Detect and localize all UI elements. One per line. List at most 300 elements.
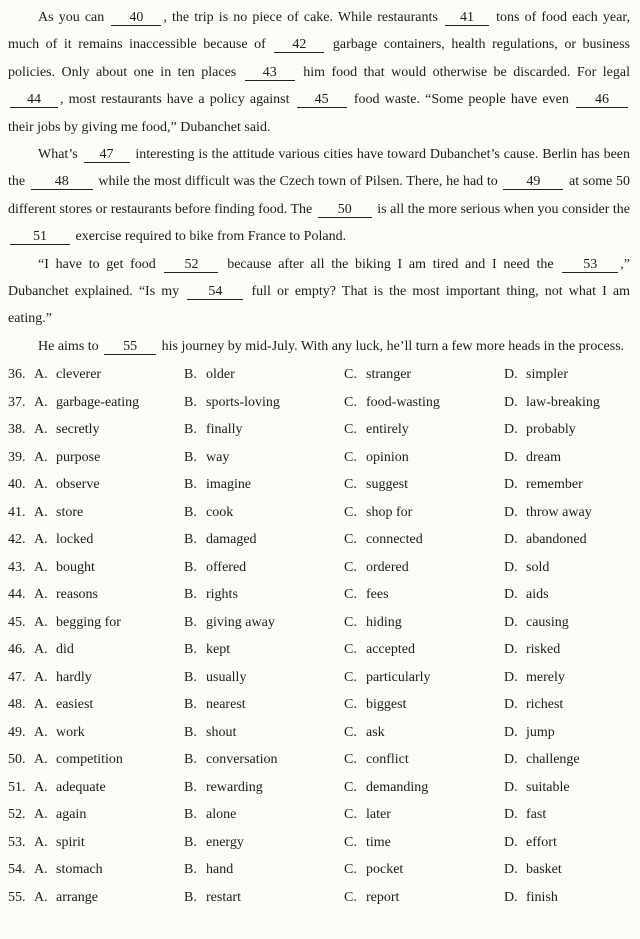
blank-50[interactable]: 50 bbox=[318, 202, 372, 218]
answer-choice[interactable] bbox=[504, 807, 624, 823]
blank-42[interactable]: 42 bbox=[274, 37, 324, 53]
passage-text: full or empty? That is the most important thing, not what I am eating.” bbox=[8, 284, 630, 327]
choice-letter: D. bbox=[504, 449, 518, 465]
choice-letter: C. bbox=[344, 642, 357, 658]
passage-text: garbage containers, health regulations, or business policies. Only about one in ten places bbox=[8, 37, 630, 80]
answer-choice[interactable] bbox=[184, 807, 344, 823]
choice-letter: C. bbox=[344, 724, 357, 740]
choice-letter: B. bbox=[184, 779, 197, 795]
choice-letter: C. bbox=[344, 559, 357, 575]
choice-letter: A. bbox=[34, 587, 48, 603]
choice-word: hardly bbox=[56, 669, 92, 685]
answer-choice[interactable] bbox=[34, 642, 184, 658]
choice-letter: B. bbox=[184, 367, 197, 383]
question-number: 55. bbox=[8, 889, 26, 905]
answer-choice[interactable] bbox=[344, 835, 504, 851]
choice-letter: D. bbox=[504, 367, 518, 383]
answer-choice[interactable] bbox=[504, 725, 624, 741]
choice-letter: D. bbox=[504, 532, 518, 548]
answer-choice[interactable] bbox=[504, 615, 624, 631]
choice-letter: D. bbox=[504, 614, 518, 630]
answer-choice[interactable] bbox=[184, 422, 344, 438]
answer-choice[interactable] bbox=[344, 780, 504, 796]
choice-letter: C. bbox=[344, 862, 357, 878]
answer-choice[interactable] bbox=[344, 367, 504, 383]
answer-choice[interactable] bbox=[184, 862, 344, 878]
question-number: 50. bbox=[8, 752, 26, 768]
choice-letter: C. bbox=[344, 669, 357, 685]
passage-paragraph bbox=[8, 141, 630, 251]
choice-letter: B. bbox=[184, 559, 197, 575]
answer-choice[interactable] bbox=[344, 615, 504, 631]
choice-letter: A. bbox=[34, 862, 48, 878]
choice-word: sports-loving bbox=[206, 394, 280, 410]
question-number: 51. bbox=[8, 779, 26, 795]
choice-word: spirit bbox=[56, 834, 85, 850]
choice-word: competition bbox=[56, 752, 123, 768]
choice-letter: A. bbox=[34, 724, 48, 740]
choice-word: suggest bbox=[366, 477, 408, 493]
question-row bbox=[8, 664, 630, 692]
question-row bbox=[8, 691, 630, 719]
answer-choice[interactable] bbox=[184, 367, 344, 383]
choice-letter: B. bbox=[184, 862, 197, 878]
answer-choice[interactable] bbox=[344, 670, 504, 686]
choice-word: fast bbox=[526, 807, 547, 823]
choice-word: kept bbox=[206, 642, 231, 658]
choice-letter: C. bbox=[344, 504, 357, 520]
choice-word: pocket bbox=[366, 862, 404, 878]
choice-word: fees bbox=[366, 587, 389, 603]
answer-choice[interactable] bbox=[34, 807, 184, 823]
choice-letter: A. bbox=[34, 779, 48, 795]
choice-word: suitable bbox=[526, 779, 570, 795]
choice-letter: A. bbox=[34, 367, 48, 383]
choice-word: finally bbox=[206, 422, 243, 438]
choice-letter: C. bbox=[344, 752, 357, 768]
blank-46[interactable]: 46 bbox=[576, 92, 628, 108]
choice-letter: B. bbox=[184, 669, 197, 685]
choice-word: accepted bbox=[366, 642, 415, 658]
question-row bbox=[8, 444, 630, 472]
answer-choice[interactable] bbox=[34, 505, 184, 521]
answer-choice[interactable] bbox=[34, 477, 184, 493]
choice-letter: A. bbox=[34, 449, 48, 465]
blank-55[interactable]: 55 bbox=[104, 339, 156, 355]
question-number: 45. bbox=[8, 614, 26, 630]
answer-choice[interactable] bbox=[504, 835, 624, 851]
answer-choice[interactable] bbox=[184, 890, 344, 906]
choice-word: basket bbox=[526, 862, 562, 878]
choice-letter: C. bbox=[344, 779, 357, 795]
choice-word: entirely bbox=[366, 422, 409, 438]
choice-word: aids bbox=[526, 587, 549, 603]
choice-word: adequate bbox=[56, 779, 106, 795]
choice-word: conversation bbox=[206, 752, 278, 768]
question-number: 41. bbox=[8, 504, 26, 520]
question-number: 53. bbox=[8, 834, 26, 850]
choice-letter: C. bbox=[344, 367, 357, 383]
choice-letter: D. bbox=[504, 642, 518, 658]
answer-choice[interactable] bbox=[34, 395, 184, 411]
answer-choice[interactable] bbox=[344, 422, 504, 438]
choice-word: energy bbox=[206, 834, 244, 850]
choice-word: bought bbox=[56, 559, 95, 575]
question-row bbox=[8, 471, 630, 499]
answer-choice[interactable] bbox=[344, 752, 504, 768]
question-row bbox=[8, 636, 630, 664]
choice-letter: C. bbox=[344, 449, 357, 465]
choice-word: offered bbox=[206, 559, 247, 575]
answer-choice[interactable] bbox=[184, 697, 344, 713]
choice-word: demanding bbox=[366, 779, 429, 795]
choice-word: garbage-eating bbox=[56, 394, 140, 410]
question-row bbox=[8, 719, 630, 747]
question-number: 54. bbox=[8, 862, 26, 878]
passage-text: food waste. “Some people have even bbox=[348, 92, 574, 108]
answer-choice[interactable] bbox=[504, 422, 624, 438]
choice-word: restart bbox=[206, 889, 241, 905]
choice-word: older bbox=[206, 367, 235, 383]
answer-choice[interactable] bbox=[344, 642, 504, 658]
choice-word: stomach bbox=[56, 862, 103, 878]
choice-letter: C. bbox=[344, 807, 357, 823]
choice-word: cleverer bbox=[56, 367, 102, 383]
choice-word: throw away bbox=[526, 504, 592, 520]
answer-choice[interactable] bbox=[344, 697, 504, 713]
question-number: 38. bbox=[8, 422, 26, 438]
blank-52[interactable]: 52 bbox=[164, 257, 218, 273]
choice-word: easiest bbox=[56, 697, 94, 713]
choice-word: finish bbox=[526, 889, 558, 905]
choice-letter: D. bbox=[504, 779, 518, 795]
passage-text: As you can bbox=[38, 10, 110, 25]
question-row bbox=[8, 856, 630, 884]
choice-letter: A. bbox=[34, 614, 48, 630]
choice-word: damaged bbox=[206, 532, 257, 548]
question-row bbox=[8, 829, 630, 857]
cloze-passage bbox=[8, 4, 630, 360]
question-number: 42. bbox=[8, 532, 26, 548]
question-number: 52. bbox=[8, 807, 26, 823]
answer-choice[interactable] bbox=[184, 395, 344, 411]
passage-text: exercise required to bike from France to Poland. bbox=[72, 229, 347, 245]
answer-choice[interactable] bbox=[184, 587, 344, 603]
choice-letter: B. bbox=[184, 614, 197, 630]
choice-letter: D. bbox=[504, 477, 518, 493]
answer-choice[interactable] bbox=[184, 505, 344, 521]
choice-word: did bbox=[56, 642, 74, 658]
blank-49[interactable]: 49 bbox=[503, 174, 563, 190]
answer-choice[interactable] bbox=[34, 835, 184, 851]
answer-choice[interactable] bbox=[504, 395, 624, 411]
answer-choice[interactable] bbox=[34, 560, 184, 576]
choice-letter: B. bbox=[184, 807, 197, 823]
answer-choice[interactable] bbox=[344, 505, 504, 521]
choice-letter: D. bbox=[504, 807, 518, 823]
choice-letter: D. bbox=[504, 669, 518, 685]
passage-text: He aims to bbox=[38, 338, 103, 354]
answer-choice[interactable] bbox=[344, 890, 504, 906]
choice-word: secretly bbox=[56, 422, 100, 438]
answer-choice[interactable] bbox=[34, 862, 184, 878]
passage-paragraph bbox=[8, 333, 630, 360]
choice-word: opinion bbox=[366, 449, 409, 465]
choice-letter: C. bbox=[344, 394, 357, 410]
choice-letter: A. bbox=[34, 394, 48, 410]
passage-text: tons of food each year, much of it remains inaccessible because of bbox=[8, 10, 630, 53]
question-number: 39. bbox=[8, 449, 26, 465]
blank-41[interactable]: 41 bbox=[445, 10, 489, 26]
choice-letter: C. bbox=[344, 422, 357, 438]
choice-letter: B. bbox=[184, 642, 197, 658]
question-number: 43. bbox=[8, 559, 26, 575]
question-row bbox=[8, 389, 630, 417]
choice-word: richest bbox=[526, 697, 564, 713]
choice-word: connected bbox=[366, 532, 423, 548]
choice-word: particularly bbox=[366, 669, 431, 685]
answer-choice[interactable] bbox=[34, 890, 184, 906]
choice-letter: A. bbox=[34, 834, 48, 850]
choice-word: observe bbox=[56, 477, 100, 493]
choice-word: hiding bbox=[366, 614, 402, 630]
question-number: 47. bbox=[8, 669, 26, 685]
choice-word: reasons bbox=[56, 587, 98, 603]
choice-letter: D. bbox=[504, 862, 518, 878]
choice-letter: A. bbox=[34, 532, 48, 548]
blank-43[interactable]: 43 bbox=[245, 65, 295, 81]
choice-letter: B. bbox=[184, 477, 197, 493]
choice-word: again bbox=[56, 807, 87, 823]
choice-word: probably bbox=[526, 422, 576, 438]
choice-letter: A. bbox=[34, 752, 48, 768]
answer-choice[interactable] bbox=[184, 560, 344, 576]
choice-word: biggest bbox=[366, 697, 407, 713]
choice-word: rights bbox=[206, 587, 238, 603]
answer-choice[interactable] bbox=[184, 670, 344, 686]
question-number: 49. bbox=[8, 724, 26, 740]
choice-letter: D. bbox=[504, 394, 518, 410]
choice-word: rewarding bbox=[206, 779, 263, 795]
question-row bbox=[8, 416, 630, 444]
question-row bbox=[8, 526, 630, 554]
blank-44[interactable]: 44 bbox=[10, 92, 58, 108]
answer-choice[interactable] bbox=[184, 780, 344, 796]
blank-51[interactable]: 51 bbox=[10, 229, 70, 245]
blank-53[interactable]: 53 bbox=[562, 257, 618, 273]
choice-word: merely bbox=[526, 669, 565, 685]
choice-word: locked bbox=[56, 532, 94, 548]
answer-choice[interactable] bbox=[34, 670, 184, 686]
answer-choice[interactable] bbox=[184, 725, 344, 741]
answer-choice[interactable] bbox=[34, 587, 184, 603]
answer-choice[interactable] bbox=[34, 697, 184, 713]
question-number: 36. bbox=[8, 367, 26, 383]
answer-choice[interactable] bbox=[34, 615, 184, 631]
choice-word: food-wasting bbox=[366, 394, 440, 410]
question-row bbox=[8, 884, 630, 912]
blank-45[interactable]: 45 bbox=[297, 92, 347, 108]
answer-choice[interactable] bbox=[184, 642, 344, 658]
answer-choice[interactable] bbox=[184, 450, 344, 466]
choice-letter: C. bbox=[344, 477, 357, 493]
answer-choice[interactable] bbox=[184, 477, 344, 493]
choice-word: work bbox=[56, 724, 85, 740]
choice-word: store bbox=[56, 504, 84, 520]
passage-text: interesting is the attitude various cities have toward Dubanchet’s cause. Berlin has been the bbox=[8, 147, 631, 190]
choice-word: law-breaking bbox=[526, 394, 600, 410]
choice-letter: B. bbox=[184, 724, 197, 740]
choice-word: alone bbox=[206, 807, 237, 823]
answer-choice[interactable] bbox=[504, 505, 624, 521]
answer-choice[interactable] bbox=[344, 450, 504, 466]
choice-word: challenge bbox=[526, 752, 580, 768]
blank-47[interactable]: 47 bbox=[84, 147, 130, 163]
answer-choice[interactable] bbox=[504, 670, 624, 686]
answer-choice[interactable] bbox=[504, 752, 624, 768]
answer-choice[interactable] bbox=[34, 725, 184, 741]
answer-choice[interactable] bbox=[504, 642, 624, 658]
passage-paragraph bbox=[8, 251, 630, 333]
question-row bbox=[8, 581, 630, 609]
answer-choice[interactable] bbox=[504, 532, 624, 548]
choice-word: shop for bbox=[366, 504, 413, 520]
answer-choice[interactable] bbox=[344, 532, 504, 548]
choice-letter: B. bbox=[184, 394, 197, 410]
passage-text: , most restaurants have a policy against bbox=[60, 92, 295, 108]
choice-letter: D. bbox=[504, 752, 518, 768]
choice-word: report bbox=[366, 889, 400, 905]
choice-letter: D. bbox=[504, 697, 518, 713]
answer-choice[interactable] bbox=[184, 615, 344, 631]
choice-letter: D. bbox=[504, 834, 518, 850]
choice-word: time bbox=[366, 834, 391, 850]
choice-word: ordered bbox=[366, 559, 409, 575]
choice-letter: A. bbox=[34, 642, 48, 658]
choice-letter: A. bbox=[34, 477, 48, 493]
answer-choice[interactable] bbox=[344, 807, 504, 823]
answer-choice[interactable] bbox=[504, 560, 624, 576]
choice-letter: B. bbox=[184, 834, 197, 850]
passage-text: his journey by mid-July. With any luck, he’ll turn a few more heads in the process. bbox=[158, 338, 625, 354]
question-row bbox=[8, 361, 630, 389]
answer-choice[interactable] bbox=[504, 367, 624, 383]
choice-word: purpose bbox=[56, 449, 101, 465]
answer-choice[interactable] bbox=[504, 477, 624, 493]
choice-letter: B. bbox=[184, 697, 197, 713]
choice-letter: B. bbox=[184, 449, 197, 465]
answer-choice[interactable] bbox=[344, 587, 504, 603]
blank-40[interactable]: 40 bbox=[111, 10, 161, 26]
passage-text: their jobs by giving me food,” Dubanchet said. bbox=[8, 119, 271, 135]
choice-word: cook bbox=[206, 504, 234, 520]
choice-word: stranger bbox=[366, 367, 412, 383]
answer-choice[interactable] bbox=[344, 725, 504, 741]
choice-word: causing bbox=[526, 614, 569, 630]
answer-choice[interactable] bbox=[184, 835, 344, 851]
choice-letter: A. bbox=[34, 559, 48, 575]
answer-choice[interactable] bbox=[504, 780, 624, 796]
choice-word: imagine bbox=[206, 477, 252, 493]
blank-54[interactable]: 54 bbox=[187, 284, 243, 300]
answer-choice[interactable] bbox=[504, 450, 624, 466]
choice-letter: C. bbox=[344, 889, 357, 905]
answer-choice[interactable] bbox=[34, 422, 184, 438]
passage-text: at some 50 different stores or restaurants before finding food. The bbox=[8, 174, 631, 217]
question-row bbox=[8, 554, 630, 582]
answer-choice[interactable] bbox=[344, 477, 504, 493]
choice-word: begging for bbox=[56, 614, 121, 630]
question-number: 37. bbox=[8, 394, 26, 410]
answer-choice[interactable] bbox=[344, 560, 504, 576]
choice-word: jump bbox=[526, 724, 555, 740]
passage-text: “I have to get food bbox=[38, 256, 163, 272]
choice-word: way bbox=[206, 449, 230, 465]
choice-word: shout bbox=[206, 724, 237, 740]
choice-word: usually bbox=[206, 669, 247, 685]
answer-choice[interactable] bbox=[504, 862, 624, 878]
blank-48[interactable]: 48 bbox=[31, 174, 93, 190]
choice-word: simpler bbox=[526, 367, 568, 383]
answer-choice[interactable] bbox=[504, 890, 624, 906]
choice-letter: D. bbox=[504, 889, 518, 905]
choice-letter: B. bbox=[184, 752, 197, 768]
choice-word: remember bbox=[526, 477, 583, 493]
answer-choice[interactable] bbox=[184, 532, 344, 548]
answer-choice[interactable] bbox=[344, 862, 504, 878]
question-row bbox=[8, 774, 630, 802]
choice-letter: D. bbox=[504, 724, 518, 740]
answer-choice[interactable] bbox=[34, 450, 184, 466]
passage-paragraph bbox=[8, 4, 630, 141]
question-number: 48. bbox=[8, 697, 26, 713]
passage-text: , the trip is no piece of cake. While restaurants bbox=[163, 10, 443, 25]
answer-choice[interactable] bbox=[34, 367, 184, 383]
choice-letter: C. bbox=[344, 697, 357, 713]
choice-letter: C. bbox=[344, 532, 357, 548]
passage-text: is all the more serious when you consider the bbox=[373, 201, 630, 217]
choice-letter: B. bbox=[184, 532, 197, 548]
choice-letter: D. bbox=[504, 422, 518, 438]
answer-choice[interactable] bbox=[34, 780, 184, 796]
choice-letter: A. bbox=[34, 889, 48, 905]
choice-word: nearest bbox=[206, 697, 246, 713]
choice-letter: C. bbox=[344, 834, 357, 850]
choice-word: dream bbox=[526, 449, 561, 465]
answer-choice[interactable] bbox=[34, 532, 184, 548]
choice-letter: A. bbox=[34, 669, 48, 685]
question-row bbox=[8, 609, 630, 637]
choice-letter: D. bbox=[504, 559, 518, 575]
choice-letter: B. bbox=[184, 889, 197, 905]
choice-letter: A. bbox=[34, 697, 48, 713]
passage-text: What’s bbox=[38, 147, 82, 163]
passage-text: while the most difficult was the Czech town of Pilsen. There, he had to bbox=[94, 174, 502, 190]
answer-choice[interactable] bbox=[504, 697, 624, 713]
choice-word: abandoned bbox=[526, 532, 587, 548]
answer-choice[interactable] bbox=[344, 395, 504, 411]
choice-letter: A. bbox=[34, 422, 48, 438]
question-row bbox=[8, 801, 630, 829]
answer-choice[interactable] bbox=[34, 752, 184, 768]
choice-letter: D. bbox=[504, 587, 518, 603]
choice-letter: B. bbox=[184, 587, 197, 603]
choice-letter: A. bbox=[34, 807, 48, 823]
question-number: 40. bbox=[8, 477, 26, 493]
answer-choice[interactable] bbox=[504, 587, 624, 603]
answer-choice[interactable] bbox=[184, 752, 344, 768]
choice-letter: A. bbox=[34, 504, 48, 520]
